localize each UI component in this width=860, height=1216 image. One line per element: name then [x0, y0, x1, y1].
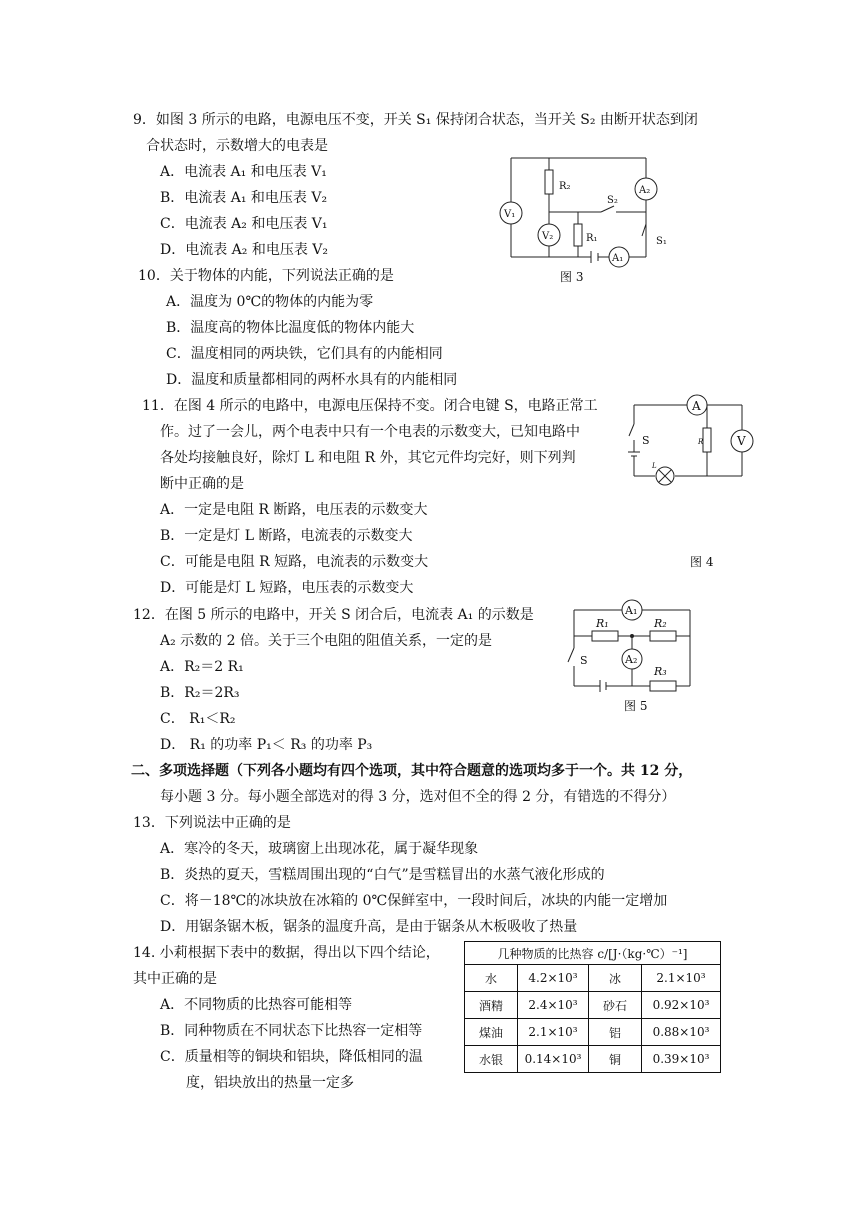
fig4-label-s: S — [642, 434, 650, 447]
q9-option-c: C．电流表 A₂ 和电压表 V₁ — [160, 216, 328, 232]
q11-option-d: D．可能是灯 L 短路，电压表的示数变大 — [160, 580, 414, 596]
fig4-label-a: A — [692, 399, 701, 413]
fig5-label-a2: A₂ — [625, 653, 638, 666]
fig5-label-r2: R₂ — [654, 617, 667, 630]
fig4-label-l: L — [652, 462, 657, 470]
table-cell: 2.4×10³ — [518, 992, 589, 1019]
figure-5-caption: 图 5 — [624, 699, 648, 713]
section2-heading-line1: 二、多项选择题（下列各小题均有四个选项，其中符合题意的选项均多于一个。共 12 分， — [131, 763, 693, 779]
table-row — [465, 992, 721, 1019]
table-cell: 4.2×10³ — [518, 965, 589, 992]
q9-stem-line2: 合状态时，示数增大的电表是 — [146, 138, 328, 154]
q13-stem: 13．下列说法中正确的是 — [133, 815, 291, 831]
q12-stem-line1: 12．在图 5 所示的电路中，开关 S 闭合后，电流表 A₁ 的示数是 — [133, 607, 534, 623]
figure-3-caption: 图 3 — [560, 270, 584, 284]
fig4-label-r: R — [698, 438, 704, 446]
q12-option-b: B．R₂＝2R₃ — [160, 685, 240, 701]
table-cell: 冰 — [589, 965, 642, 992]
fig3-label-a2: A₂ — [639, 185, 651, 196]
table-cell: 水 — [465, 965, 518, 992]
figure-3-circuit — [496, 152, 676, 270]
q14-option-b: B．同种物质在不同状态下比热容一定相等 — [160, 1023, 423, 1039]
q11-option-a: A．一定是电阻 R 断路，电压表的示数变大 — [160, 502, 428, 518]
q13-option-a: A．寒冷的冬天，玻璃窗上出现冰花，属于凝华现象 — [160, 841, 479, 857]
q13-option-c: C．将－18℃的冰块放在冰箱的 0℃保鲜室中，一段时间后，冰块的内能一定增加 — [160, 893, 668, 909]
table-cell: 砂石 — [589, 992, 642, 1019]
fig3-label-r1: R₁ — [586, 233, 598, 244]
q9-option-d: D．电流表 A₂ 和电压表 V₂ — [160, 242, 329, 258]
table-row — [465, 1046, 721, 1073]
q11-option-c: C．可能是电阻 R 短路，电流表的示数变大 — [160, 554, 429, 570]
q10-stem: 10．关于物体的内能，下列说法正确的是 — [138, 268, 394, 284]
q14-option-c: C．质量相等的铜块和铝块，降低相同的温 — [160, 1049, 423, 1065]
table-cell: 煤油 — [465, 1019, 518, 1046]
fig3-label-s1: S₁ — [656, 236, 667, 247]
figure-4-caption: 图 4 — [690, 555, 714, 569]
q13-option-b: B．炎热的夏天，雪糕周围出现的“白气”是雪糕冒出的水蒸气液化形成的 — [160, 867, 605, 883]
table-row — [465, 1019, 721, 1046]
q14-option-a: A．不同物质的比热容可能相等 — [160, 997, 353, 1013]
q11-stem-line3: 各处均接触良好，除灯 L 和电阻 R 外，其它元件均完好，则下列判 — [160, 450, 576, 466]
fig3-label-v1: V₁ — [504, 209, 516, 220]
table-cell: 0.39×10³ — [642, 1046, 721, 1073]
q10-option-b: B．温度高的物体比温度低的物体内能大 — [166, 320, 415, 336]
q10-option-d: D．温度和质量都相同的两杯水具有的内能相同 — [166, 372, 458, 388]
table-cell: 0.92×10³ — [642, 992, 721, 1019]
table-cell: 0.14×10³ — [518, 1046, 589, 1073]
fig4-label-v: V — [737, 434, 746, 448]
q9-option-a: A．电流表 A₁ 和电压表 V₁ — [160, 164, 327, 180]
q14-stem-line2: 其中正确的是 — [133, 971, 217, 987]
q9-option-b: B．电流表 A₁ 和电压表 V₂ — [160, 190, 328, 206]
fig5-label-r1: R₁ — [596, 617, 609, 630]
table-cell: 2.1×10³ — [642, 965, 721, 992]
table-cell: 铝 — [589, 1019, 642, 1046]
table-cell: 水银 — [465, 1046, 518, 1073]
fig3-label-r2: R₂ — [559, 181, 571, 192]
table-title: 几种物质的比热容 c/[J·（kg·℃）⁻¹] — [465, 942, 721, 965]
q12-option-a: A．R₂＝2 R₁ — [160, 659, 244, 675]
q13-option-d: D．用锯条锯木板，锯条的温度升高，是由于锯条从木板吸收了热量 — [160, 919, 578, 935]
q12-option-c: C． R₁＜R₂ — [160, 711, 236, 727]
section2-heading-line2: 每小题 3 分。每小题全部选对的得 3 分，选对但不全的得 2 分，有错选的不得分） — [160, 789, 676, 805]
q11-stem-line2: 作。过了一会儿，两个电表中只有一个电表的示数变大，已知电路中 — [160, 424, 580, 440]
q9-stem-line1: 9．如图 3 所示的电路，电源电压不变，开关 S₁ 保持闭合状态，当开关 S₂ 由断开状态到闭 — [133, 112, 698, 128]
fig5-label-r3: R₃ — [654, 665, 667, 678]
q14-option-c-cont: 度，铝块放出的热量一定多 — [186, 1075, 354, 1091]
fig5-label-a1: A₁ — [625, 604, 638, 617]
q10-option-c: C．温度相同的两块铁，它们具有的内能相同 — [166, 346, 443, 362]
q12-stem-line2: A₂ 示数的 2 倍。关于三个电阻的阻值关系，一定的是 — [160, 633, 492, 649]
specific-heat-table — [464, 941, 721, 1073]
table-cell: 酒精 — [465, 992, 518, 1019]
fig3-label-a1: A₁ — [612, 253, 624, 264]
figure-4-circuit — [622, 392, 762, 488]
q14-stem-line1: 14. 小莉根据下表中的数据，得出以下四个结论， — [133, 945, 440, 961]
fig3-label-v2: V₂ — [542, 231, 554, 242]
fig5-label-s: S — [580, 654, 588, 667]
table-row — [465, 965, 721, 992]
fig3-label-s2: S₂ — [607, 195, 618, 206]
table-cell: 2.1×10³ — [518, 1019, 589, 1046]
figure-5-circuit — [564, 598, 700, 694]
table-cell: 0.88×10³ — [642, 1019, 721, 1046]
q11-stem-line4: 断中正确的是 — [160, 476, 244, 492]
q11-stem-line1: 11．在图 4 所示的电路中，电源电压保持不变。闭合电键 S，电路正常工 — [142, 398, 598, 414]
q10-option-a: A．温度为 0℃的物体的内能为零 — [166, 294, 374, 310]
q12-option-d: D． R₁ 的功率 P₁＜ R₃ 的功率 P₃ — [160, 737, 373, 753]
table-cell: 铜 — [589, 1046, 642, 1073]
q11-option-b: B．一定是灯 L 断路，电流表的示数变大 — [160, 528, 413, 544]
